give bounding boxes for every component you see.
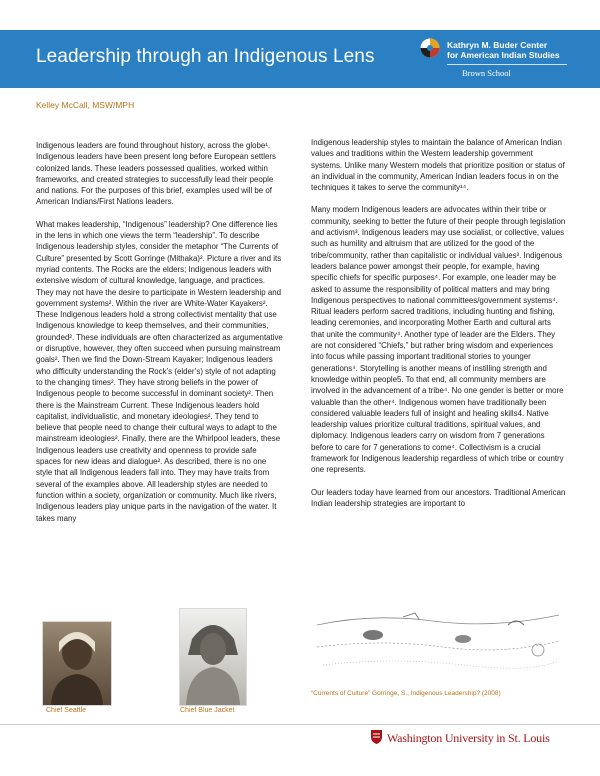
footer-divider bbox=[0, 724, 600, 725]
caption-chief-seattle: Chief Seattle bbox=[46, 707, 87, 714]
left-column bbox=[36, 140, 283, 535]
paragraph-balance: Indigenous leadership styles to maintain the balance of American Indian values and traditions within the Western leadership government systems. Unlike many Western models that prioritize position or status of an individual in the community, American Indian leaders focus in on the techniques it takes to serve the community¹⁴. bbox=[311, 138, 565, 193]
paragraph-intro: Indigenous leaders are found throughout history, across the globe¹. Indigenous leaders have been present long before European settlers colonized lands. These leaders possessed qualities, worked within frameworks, and created strategies to successfully lead their people and nations. For the purposes of this brief, examples used will be of American Indians/First Nations leaders. bbox=[36, 141, 276, 207]
page-title: Leadership through an Indigenous Lens bbox=[36, 46, 375, 67]
center-name bbox=[447, 40, 560, 60]
university-shield-icon bbox=[370, 729, 383, 745]
currents-of-culture-sketch bbox=[313, 595, 563, 685]
paragraph-ancestors: Our leaders today have learned from our ancestors. Traditional American Indian leadership strategies are important to bbox=[311, 487, 566, 508]
school-divider bbox=[447, 64, 567, 65]
author-byline: Kelley McCall, MSW/MPH bbox=[36, 100, 135, 110]
center-name-line2: for American Indian Studies bbox=[447, 50, 560, 60]
chief-seattle-photo bbox=[42, 621, 112, 706]
header-banner bbox=[0, 30, 600, 88]
center-logo-icon bbox=[420, 38, 440, 58]
school-name: Brown School bbox=[462, 68, 511, 78]
right-column bbox=[311, 137, 566, 520]
center-name-line1: Kathryn M. Buder Center bbox=[447, 40, 548, 50]
caption-chief-blue-jacket: Chief Blue Jacket bbox=[180, 707, 235, 714]
university-wordmark: Washington University in St. Louis bbox=[387, 731, 550, 745]
chief-blue-jacket-photo bbox=[179, 608, 247, 706]
caption-sketch: “Currents of Culture” Gorringe, S., Indigenous Leadership? (2008) bbox=[311, 690, 501, 697]
paragraph-modern-leaders: Many modern Indigenous leaders are advocates within their tribe or community, seeking to better the future of their people through legislation and activism³. Indigenous leaders may use socialist, or collective, values such as humility and altruism that are utilized for the good of the tribe/community, rather than capitalistic or individual values³. Indigenous leaders balance power amongst their people, for example, having specific chiefs for specific purposes⁴. For example, one leader may be asked to assume the responsibility of political matters and may bring Indigenous perspectives to national committees/government systems⁴. Ritual leaders perform sacred traditions, including hunting and fishing, leading ceremonies, and incorporating Mother Earth and cultural arts that unite the community⁴. Another type of leader are the Elders. They are not considered “Chiefs,” but rather bring wisdom and experiences into focus while passing important traditional stories to younger generations⁴. Storytelling is another means of instilling strength and knowledge within people5. To that end, all community members are involved in the advancement of a tribe⁴. No one gender is better or more valuable than the other⁴. Indigenous women have traditionally been considered valuable leaders full of insight and healing skills4. Native leadership values prioritize cultural traditions, spiritual values, and diplomacy. Indigenous leaders carry on wisdom from 7 generations before to care for 7 generations to come⁴. Collectivism is a crucial framework for Indigenous leadership regardless of which tribe or country one represents. bbox=[311, 205, 566, 475]
paragraph-currents-of-culture: What makes leadership, “Indigenous” leadership? One difference lies in the lens in which one views the term “leadership”. To describe Indigenous leadership styles, consider the metaphor “The Currents of Culture” presented by Scott Gorringe (Mithaka)². Picture a river and its myriad contents. The Rocks are the elders; Indigenous leaders with extensive wisdom of cultural knowledge, language, and practices. They may not have the desire to participate in Western leadership and government systems². Within the river are White-Water Kayakers². These Indigenous leaders hold a strong collectivist mentality that use Indigenous knowledge to keep themselves, and their communities, grounded². These individuals are often characterized as argumentative or disruptive, however, they often succeed when pursuing mainstream goals². Then we find the Down-Stream Kayaker; Indigenous leaders who difficulty understanding the Rock’s (elder’s) style of not adapting to the changing times². They have strong beliefs in the power of Indigenous people to become successful in dominant society². Then there is the Mainstream Current. These Indigenous leaders hold capitalist, individualistic, and monetary ideologies². They tend to believe that people need to change their cultural ways to adapt to the mainstream ideologies². Finally, there are the Whirlpool leaders, these Indigenous leaders use creativity and openness to provide safe spaces for new ideas and dialogue². As described, there is no one style that all Indigenous leaders fall into. They may have traits from several of the examples above. All leadership styles are needed to function within a society, organization or community. Much like rivers, Indigenous leaders play unique parts in the navigation of the water. It takes many bbox=[36, 219, 283, 523]
